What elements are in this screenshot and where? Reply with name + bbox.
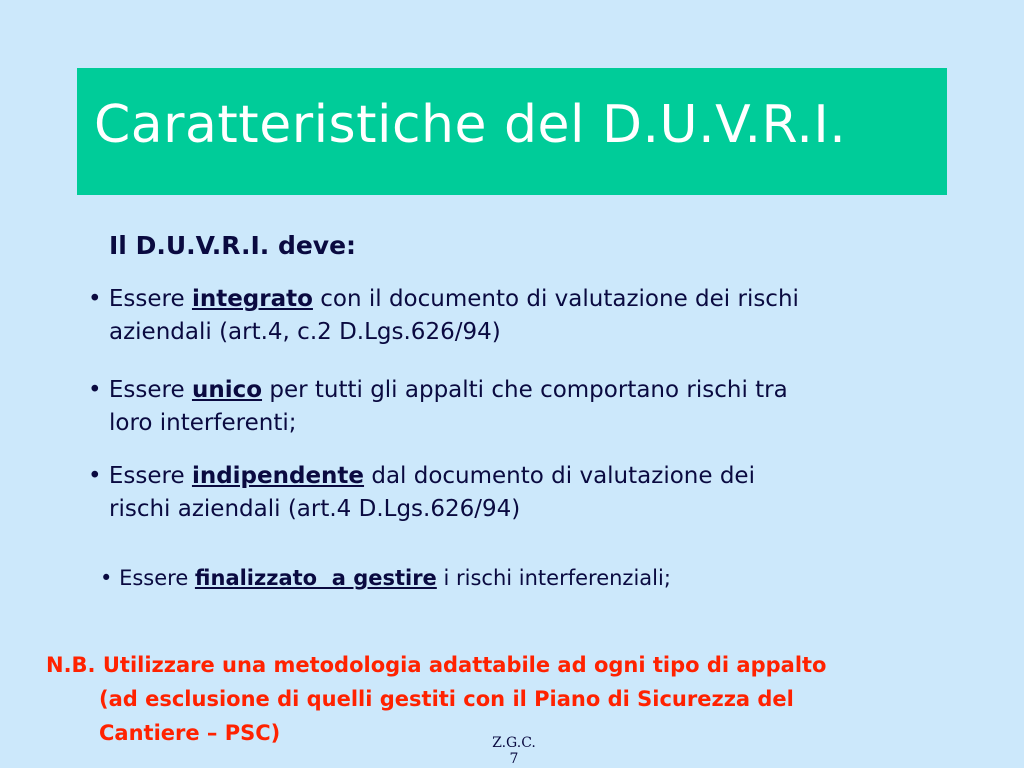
bullet-line: [88, 374, 938, 407]
bullet-emphasis: unico: [191, 377, 263, 403]
bullet-marker: •: [88, 463, 102, 489]
bullet-marker: •: [88, 377, 102, 403]
bullet-marker: •: [88, 286, 102, 312]
note-line-1: N.B. Utilizzare una metodologia adattabile ad ogni tipo di appalto: [46, 653, 827, 677]
slide-subtitle: Il D.U.V.R.I. deve:: [109, 231, 357, 260]
bullet-emphasis: indipendente: [191, 463, 365, 489]
bullet-prefix: Essere: [108, 286, 192, 312]
bullet-suffix: dal documento di valutazione dei: [364, 463, 755, 489]
bullet-emphasis: integrato: [191, 286, 313, 312]
bullet-suffix: per tutti gli appalti che comportano rischi tra: [262, 377, 788, 403]
bullet-line: [100, 562, 950, 595]
bullet-item-indipendente: [88, 460, 938, 526]
bullet-item-integrato: [88, 283, 938, 349]
footer-author: Z.G.C.: [492, 735, 536, 751]
bullet-item-finalizzato: [100, 562, 950, 595]
bullet-continuation: loro interferenti;: [109, 410, 297, 436]
note-line-3: Cantiere – PSC): [99, 721, 281, 745]
bullet-continuation: aziendali (art.4, c.2 D.Lgs.626/94): [109, 319, 501, 345]
bullet-continuation: rischi aziendali (art.4 D.Lgs.626/94): [109, 496, 521, 522]
bullet-marker: •: [100, 566, 113, 590]
slide-footer: [484, 735, 544, 767]
note-line-2: (ad esclusione di quelli gestiti con il Piano di Sicurezza del: [99, 687, 794, 711]
bullet-prefix: Essere: [108, 377, 192, 403]
bullet-line: [88, 460, 938, 493]
slide-title: Caratteristiche del D.U.V.R.I.: [94, 95, 847, 155]
bullet-emphasis: finalizzato a gestire: [194, 566, 437, 590]
bullet-prefix: Essere: [108, 463, 192, 489]
bullet-line: [88, 283, 938, 316]
bullet-prefix: Essere: [119, 566, 195, 590]
bullet-suffix: i rischi interferenziali;: [436, 566, 671, 590]
bullet-item-unico: [88, 374, 938, 440]
bullet-suffix: con il documento di valutazione dei rischi: [312, 286, 799, 312]
page-number: 7: [509, 751, 519, 767]
